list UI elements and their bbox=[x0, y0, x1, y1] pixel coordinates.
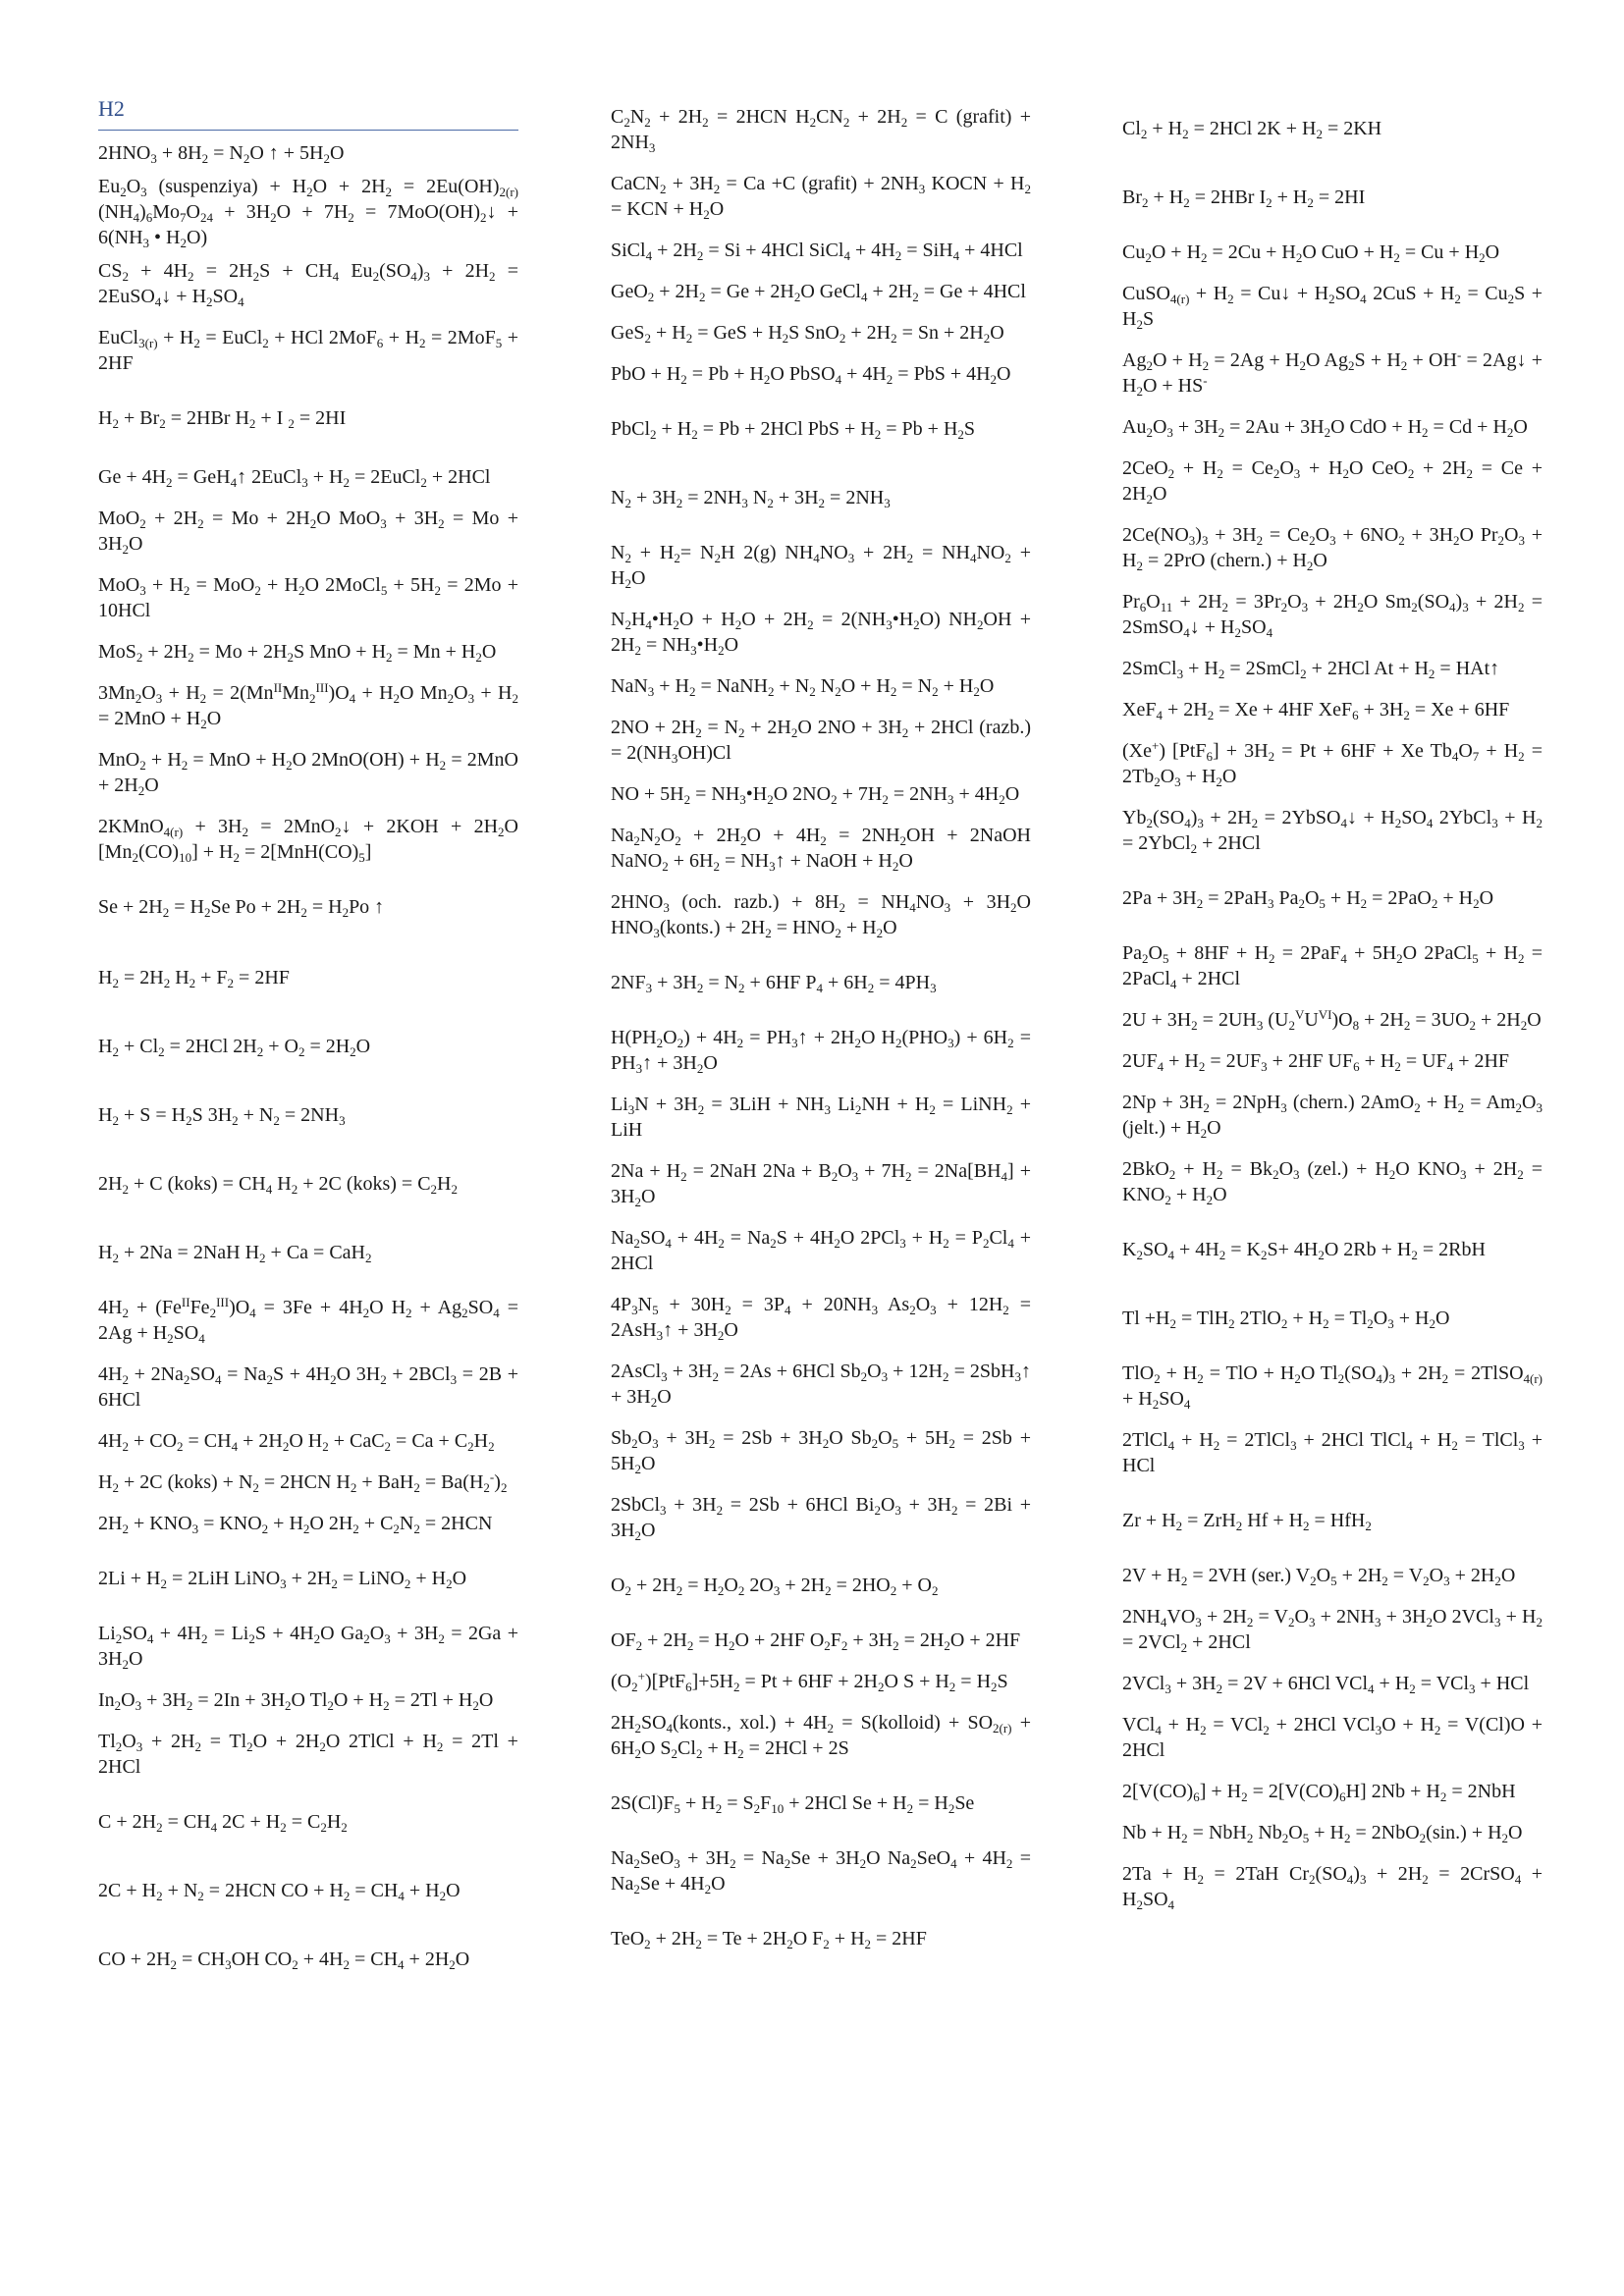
equation-entry: $Se + 2H_2 = H_2Se$ $Po + 2H_2 = H_2Po$ ↑ bbox=[98, 896, 385, 920]
equation-entry: $Nb + H_2 = NbH_2$ $Nb_2O_5 + H_2 = 2NbO_2(\sin.) + H_2O$ bbox=[1122, 1822, 1523, 1845]
equation-entry: $Cu_2O + H_2 = 2Cu + H_2O$ CuO + $H_2 = Cu + H_2O$ bbox=[1122, 241, 1500, 265]
equation-entry: $2Pa + 3H_2 = 2PaH_3$ $Pa_2O_5 + H_2 = 2PaO_2 + H_2O$ bbox=[1122, 887, 1494, 911]
equation-entry: 2TlCl$_4$ + $H_2$ = 2TlCl$_3$ + 2HCl TlCl$_4$ + $H_2$ = TlCl$_3$ + HCl bbox=[1122, 1429, 1543, 1476]
equation-entry: $2HNO_3$ (och. razb.) + $8H_2 = NH_4NO_3 + 3H_2O$ $HNO_3(konts.) + 2H_2 = HNO_2 + H_2O$ bbox=[611, 891, 1031, 940]
equation-entry: $(O_2^+)[PtF_6]+5H_2 = Pt + 6HF + 2H_2O$ $S + H_2 = H_2S$ bbox=[611, 1669, 1008, 1694]
equation-entry: PbCl$_2$ + $H_2 = Pb + 2HCl$ PbS + $H_2 = Pb + H_2S$ bbox=[611, 418, 976, 442]
equation-entry: $MnO_2 + H_2$ = MnO + $H_2O$ $2MnO(OH) + H_2 = 2MnO + 2H_2O$ bbox=[98, 749, 518, 798]
equation-entry: SiCl$_4$ + $2H_2 = Si + 4HCl$ SiCl$_4$ + $4H_2 = SiH_4 + 4HCl$ bbox=[611, 240, 1023, 263]
equation-entry: $2Ce(NO_3)_3 + 3H_2 = Ce_2O_3 + 6NO_2 + 3H_2O$ $Pr_2O_3 + H_2 = 2PrO$ (chern.) + $H_2O$ bbox=[1122, 524, 1543, 573]
equation-entry: $Br_2 + H_2 = 2HBr$ $I_2 + H_2 = 2HI$ bbox=[1122, 187, 1366, 210]
equation-entry: $Eu_2O_3$ (suspenziya) + $H_2O + 2H_2 = 2Eu(OH)_{2(r)}$ $(NH_4)_6Mo_7O_{24} + 3H_2O + 7H_2$ = $7MoO(OH)_2↓ + 6(NH_3$ • $H_2O$) bbox=[98, 176, 519, 250]
equation-entry: $2NH_4VO_3 + 2H_2 = V_2O_3 + 2NH_3 + 3H_2O$ $2VCl_3 + H_2 = 2VCl_2 + 2HCl$ bbox=[1122, 1606, 1543, 1655]
equation-entry: $GeS_2 + H_2$ = GeS + $H_2S$ $SnO_2 + 2H_2 = Sn + 2H_2O$ bbox=[611, 322, 1004, 346]
equation-entry: 2KMnO$_{4(r)}$ + $3H_2$ = 2MnO$_2$↓ + $2KOH + 2H_2O$ $[Mn_2(CO)_{10}] + H_2 = 2[MnH(CO)_5]$ bbox=[98, 816, 518, 865]
equation-entry: $2C + H_2 + N_2 = 2HCN$ CO + $H_2 = CH_4 + H_2O$ bbox=[98, 1880, 460, 1903]
equation-entry: $2BkO_2 + H_2 = Bk_2O_3$ $(zel.) + H_2O$ $KNO_3 + 2H_2 = KNO_2 + H_2O$ bbox=[1122, 1158, 1543, 1207]
equation-entry: $4P_3N_5 + 30H_2 = 3P_4 + 20NH_3$ $As_2O_3 + 12H_2$ = 2AsH$_3$↑ + $3H_2O$ bbox=[611, 1294, 1032, 1343]
equation-entry: $Ge + 4H_2$ = GeH$_4$↑ 2EuCl$_3$ + $H_2$ = 2EuCl$_2$ + 2HCl bbox=[98, 466, 491, 490]
equation-entry: $Li_2SO_4 + 4H_2 = Li_2S + 4H_2O$ $Ga_2O_3 + 3H_2 = 2Ga + 3H_2O$ bbox=[98, 1623, 518, 1672]
equation-entry: $H_2 = 2H_2$ $H_2 + F_2 = 2HF$ bbox=[98, 967, 290, 990]
equation-entry: $Ag_2O + H_2 = 2Ag + H_2O$ $Ag_2S + H_2 + OH^-$ = 2Ag↓ + $H_2O + HS^-$ bbox=[1122, 347, 1543, 399]
equation-entry: $Sb_2O_3 + 3H_2 = 2Sb + 3H_2O$ $Sb_2O_5 + 5H_2 = 2Sb + 5H_2O$ bbox=[611, 1427, 1031, 1476]
equation-entry: $2Ta + H_2 = 2TaH$ $Cr_2(SO_4)_3 + 2H_2$ = 2CrSO$_4$ + $H_2SO_4$ bbox=[1122, 1863, 1543, 1912]
equation-entry: $H(PH_2O_2) + 4H_2$ = $PH_3↑ + 2H_2O$ $H_2(PHO_3) + 6H_2$ = $PH_3↑ + 3H_2O$ bbox=[611, 1027, 1031, 1076]
equation-entry: $2CeO_2 + H_2 = Ce_2O_3 + H_2O$ $CeO_2 + 2H_2 = Ce + 2H_2O$ bbox=[1122, 457, 1543, 507]
equations-column-3 bbox=[1122, 116, 1543, 1912]
equation-entry: $2Li + H_2 = 2LiH$ LiNO$_3$ + $2H_2$ = LiNO$_2$ + $H_2O$ bbox=[98, 1568, 467, 1591]
equation-entry: $2H_2 + KNO_3 = KNO_2 + H_2O$ $2H_2 + C_2N_2 = 2HCN$ bbox=[98, 1513, 493, 1536]
equation-entry: $H_2 + 2Na = 2NaH$ $H_2 + Ca = CaH_2$ bbox=[98, 1242, 372, 1265]
equation-entry: $Zr + H_2 = ZrH_2$ $Hf + H_2 = HfH_2$ bbox=[1122, 1510, 1372, 1533]
equation-entry: CaCN$_2$ + $3H_2 = Ca +C$ (grafit) + $2NH_3$ KOCN + $H_2$ = KCN + $H_2O$ bbox=[611, 173, 1031, 222]
equation-entry: $2V + H_2 = 2VH$ (ser.) $V_2O_5 + 2H_2 = V_2O_3 + 2H_2O$ bbox=[1122, 1565, 1516, 1588]
equation-entry: $O_2 + 2H_2 = H_2O_2$ $2O_3 + 2H_2 = 2HO_2 + O_2$ bbox=[611, 1575, 939, 1598]
equation-entry: $MoO_2 + 2H_2 = Mo + 2H_2O$ $MoO_3 + 3H_2 = Mo + 3H_2O$ bbox=[98, 507, 518, 557]
equation-entry: $H_2 + Br_2 = 2HBr$ $H_2 + I$ $_2$ = 2HI bbox=[98, 407, 347, 431]
equation-entry: $2[V(CO)_6] + H_2 = 2[V(CO)_6H] 2Nb + H_2 = 2NbH$ bbox=[1122, 1781, 1516, 1804]
equation-entry: $C + 2H_2 = CH_4$ $2C + H_2 = C_2H_2$ bbox=[98, 1811, 348, 1835]
equation-entry: $2VCl_3 + 3H_2 = 2V + 6HCl$ $VCl_4 + H_2 = VCl_3$ + HCl bbox=[1122, 1673, 1530, 1696]
equation-entry: $2S(Cl)F_5 + H_2 = S_2F_{10} + 2HCl$ $Se + H_2 = H_2Se$ bbox=[611, 1792, 975, 1816]
equation-entry: $Na_2N_2O_2 + 2H_2O + 4H_2 = 2NH_2OH$ + 2NaOH NaNO$_2$ + $6H_2$ = $NH_3↑$ + NaOH + $H_2O$ bbox=[611, 825, 1031, 874]
equation-entry: $4H_2 + 2Na_2SO_4 = Na_2S + 4H_2O$ $3H_2 + 2BCl_3 = 2B + 6HCl$ bbox=[98, 1363, 518, 1411]
equation-entry: EuCl$_{3(r)}$ + $H_2$ = EuCl$_2$ + HCl $2MoF_6 + H_2 = 2MoF_5 + 2HF$ bbox=[98, 327, 518, 374]
equation-entry: $MoO_3 + H_2 = MoO_2 + H_2O$ 2MoCl$_5$ + $5H_2 = 2Mo + 10HCl$ bbox=[98, 574, 518, 621]
equation-entry: $Pa_2O_5 + 8HF + H_2 = 2PaF_4 + 5H_2O$ 2PaCl$_5$ + $H_2$ = 2PaCl$_4$ + 2HCl bbox=[1122, 942, 1543, 991]
equation-entry: $Na_2SeO_3 + 3H_2 = Na_2Se + 3H_2O$ $Na_2SeO_4 + 4H_2 = Na_2Se + 4H_2O$ bbox=[611, 1847, 1031, 1896]
equation-entry: 2SbCl$_3$ + $3H_2 = 2Sb + 6HCl$ $Bi_2O_3 + 3H_2 = 2Bi + 3H_2O$ bbox=[611, 1494, 1031, 1543]
equation-entry: $TeO_2 + 2H_2 = Te + 2H_2O$ $F_2 + H_2 = 2HF$ bbox=[611, 1928, 927, 1951]
equation-entry: $2NO + 2H_2 = N_2 + 2H_2O$ $2NO + 3H_2 + 2HCl$ (razb.) = $2(NH_3OH)Cl$ bbox=[611, 717, 1031, 766]
equation-entry: $H_2 + Cl_2 = 2HCl$ $2H_2 + O_2 = 2H_2O$ bbox=[98, 1036, 371, 1059]
equation-entry: $2Np + 3H_2 = 2NpH_3$ (chern.) $2AmO_2 + H_2 = Am_2O_3$ (jelt.) + $H_2O$ bbox=[1122, 1092, 1543, 1141]
equation-entry: $NaN_3 + H_2$ = NaNH$_2$ + $N_2$ $N_2O + H_2 = N_2 + H_2O$ bbox=[611, 675, 995, 699]
equation-entry: $Tl +H_2 = TlH_2$ $2TlO_2 + H_2 = Tl_2O_3 + H_2O$ bbox=[1122, 1308, 1450, 1331]
equation-entry: $4H_2 + CO_2 = CH_4 + 2H_2O$ $H_2 + CaC_2 = Ca + C_2H_2$ bbox=[98, 1430, 495, 1454]
equation-entry: $Yb_2(SO_4)_3 + 2H_2$ = 2YbSO$_4$↓ + $H_2SO_4$ 2YbCl$_3$ + $H_2$ = 2YbCl$_2$ + 2HCl bbox=[1122, 807, 1543, 856]
equation-entry: $2UF_4 + H_2 = 2UF_3 + 2HF$ $UF_6 + H_2 = UF_4 + 2HF$ bbox=[1122, 1050, 1510, 1074]
equation-entry: $Au_2O_3 + 3H_2 = 2Au + 3H_2O$ CdO + $H_2 = Cd + H_2O$ bbox=[1122, 416, 1528, 440]
equation-entry: $N_2 + H_2= N_2H$ 2(g) $NH_4NO_3 + 2H_2 = NH_4NO_2 + H_2O$ bbox=[611, 542, 1031, 591]
equation-entry: $Li_3N + 3H_2 = 3LiH + NH_3$ $Li_2NH + H_2$ = LiNH$_2$ + LiH bbox=[611, 1094, 1031, 1141]
equation-entry: $H_2 + 2C$ (koks) + $N_2 = 2HCN$ $H_2 + BaH_2 = Ba(H_2^-)_2$ bbox=[98, 1469, 508, 1495]
section-heading-text: H2 bbox=[98, 96, 125, 121]
equation-entry: $GeO_2 + 2H_2 = Ge + 2H_2O$ GeCl$_4$ + $2H_2 = Ge + 4HCl$ bbox=[611, 281, 1026, 304]
equations-column-2 bbox=[611, 104, 1031, 1951]
equation-entry: $2NF_3 + 3H_2 = N_2 + 6HF$ $P_4 + 6H_2 = 4PH_3$ bbox=[611, 972, 937, 995]
equation-entry: $CS_2 + 4H_2 = 2H_2S + CH_4$ $Eu_2(SO_4)_3 + 2H_2$ = 2EuSO$_4$↓ + $H_2SO_4$ bbox=[98, 260, 518, 309]
equation-entry: $K_2SO_4 + 4H_2 = K_2S+ 4H_2O$ $2Rb + H_2 = 2RbH$ bbox=[1122, 1239, 1486, 1262]
equation-entry: $Na_2SO_4 + 4H_2 = Na_2S + 4H_2O$ $2PCl_3 + H_2 = P_2Cl_4 + 2HCl$ bbox=[611, 1227, 1032, 1274]
equation-entry: $TlO_2 + H_2$ = TlO + $H_2O$ $Tl_2(SO_4)_3 + 2H_2$ = 2TlSO$_{4(r)}$ + $H_2SO_4$ bbox=[1122, 1362, 1543, 1412]
equation-entry: $OF_2 + 2H_2 = H_2O + 2HF$ $O_2F_2 + 3H_2 = 2H_2O + 2HF$ bbox=[611, 1629, 1021, 1653]
section-heading bbox=[98, 94, 518, 131]
equation-entry: $4H_2 + (Fe^{II}Fe_2^{III})O_4 = 3Fe + 4H_2O$ $H_2 + Ag_2SO_4 = 2Ag + H_2SO_4$ bbox=[98, 1295, 519, 1346]
equation-entry: $XeF_4 + 2H_2 = Xe + 4HF$ $XeF_6 + 3H_2 = Xe + 6HF$ bbox=[1122, 699, 1510, 722]
equation-entry: $2H_2 + C$ (koks) = $CH_4$ $H_2 + 2C$ (koks) = $C_2H_2$ bbox=[98, 1173, 458, 1197]
equation-entry: $Tl_2O_3 + 2H_2 = Tl_2O + 2H_2O$ 2TlCl + $H_2 = 2Tl + 2HCl$ bbox=[98, 1731, 518, 1778]
equation-entry: $N_2 + 3H_2 = 2NH_3$ $N_2 + 3H_2 = 2NH_3$ bbox=[611, 487, 891, 510]
equation-entry: $MoS_2 + 2H_2 = Mo + 2H_2S$ MnO + $H_2 = Mn + H_2O$ bbox=[98, 641, 497, 665]
equation-entry: $C_2N_2 + 2H_2 = 2HCN$ $H_2CN_2 + 2H_2 = C$ (grafit) + $2NH_3$ bbox=[611, 106, 1032, 155]
equation-entry: 2AsCl$_3$ + $3H_2 = 2As + 6HCl$ $Sb_2O_3 + 12H_2$ = 2SbH$_3$↑ + $3H_2O$ bbox=[611, 1361, 1031, 1410]
equation-entry: (Xe+) $[PtF_6] + 3H_2 = Pt + 6HF + Xe$ $Tb_4O_7 + H_2 = 2Tb_2O_3 + H_2O$ bbox=[1122, 738, 1543, 789]
equation-entry: $VCl_4 + H_2 = VCl_2 + 2HCl$ $VCl_3O + H_2 = V(Cl)O + 2HCl$ bbox=[1122, 1714, 1543, 1761]
equation-entry: CO + $2H_2 = CH_3OH$ $CO_2 + 4H_2 = CH_4 + 2H_2O$ bbox=[98, 1949, 470, 1972]
equation-entry: CuSO$_{4(r)}$ + $H_2$ = Cu↓ + $H_2SO_4$ $2CuS + H_2 = Cu_2S + H_2S$ bbox=[1122, 283, 1543, 332]
equation-entry: $N_2H_4•H_2O + H_2O + 2H_2$ = $2(NH_3•H_2O) NH_2OH + 2H_2$ = $NH_3•H_2O$ bbox=[611, 609, 1032, 658]
equation-entry: 2SmCl$_3$ + $H_2$ = 2SmCl$_2$ + 2HCl $At + H_2$ = HAt↑ bbox=[1122, 658, 1500, 681]
equation-entry: NO + $5H_2$ = $NH_3•H_2O$ $2NO_2 + 7H_2 = 2NH_3 + 4H_2O$ bbox=[611, 783, 1020, 807]
equation-entry: $3Mn_2O_3 + H_2 = 2(Mn^{II}Mn_2^{III})O_4 + H_2O$ $Mn_2O_3 + H_2 = 2MnO + H_2O$ bbox=[98, 680, 518, 731]
equation-entry: $H_2 + S = H_2S$ $3H_2 + N_2 = 2NH_3$ bbox=[98, 1104, 346, 1128]
equation-entry: PbO + $H_2 = Pb + H_2O$ PbSO$_4$ + $4H_2$ = PbS + $4H_2O$ bbox=[611, 363, 1011, 387]
equation-entry: $Cl_2 + H_2 = 2HCl$ $2K + H_2 = 2KH$ bbox=[1122, 118, 1382, 141]
equation-entry: $2H_2SO_4(konts$., $xol.) + 4H_2$ = S(kolloid) + $SO_{2(r)} + 6H_2O$ $S_2Cl_2 + H_2 = 2HCl + 2S$ bbox=[611, 1712, 1031, 1761]
equation-entry: $2Na + H_2 = 2NaH$ $2Na + B_2O_3 + 7H_2 = 2Na[BH_4] + 3H_2O$ bbox=[611, 1160, 1031, 1209]
equation-entry: $2U + 3H_2 = 2UH_3$ $(U_2^VU^{VI})O_8 + 2H_2 = 3UO_2 + 2H_2O$ bbox=[1122, 1007, 1542, 1033]
equation-entry: $2HNO_3 + 8H_2 = N_2O$ ↑ + $5H_2O$ bbox=[98, 142, 345, 166]
equation-entry: $In_2O_3 + 3H_2 = 2In + 3H_2O$ $Tl_2O + H_2 = 2Tl + H_2O$ bbox=[98, 1689, 494, 1713]
equations-column-1 bbox=[98, 140, 518, 1972]
equation-entry: $Pr_6O_{11} + 2H_2 = 3Pr_2O_3 + 2H_2O$ $Sm_2(SO_4)_3 + 2H_2$ = 2SmSO$_4$↓ + $H_2SO_4$ bbox=[1122, 591, 1543, 640]
